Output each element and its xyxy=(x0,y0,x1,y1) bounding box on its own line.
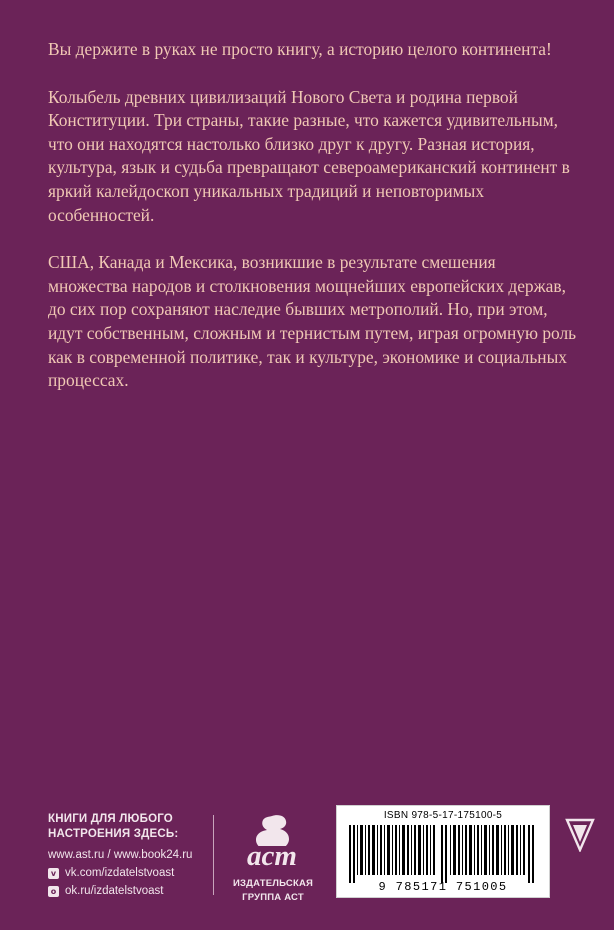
website-links: www.ast.ru / www.book24.ru xyxy=(48,849,193,861)
publisher-caption-1: ИЗДАТЕЛЬСКАЯ xyxy=(232,878,314,889)
description-text xyxy=(48,38,578,417)
footer-divider xyxy=(213,815,214,895)
publisher-logo xyxy=(228,812,318,903)
ast-logo-icon xyxy=(241,812,305,870)
description-paragraph-2: Колыбель древних цивилизаций Нового Света и родина первой Конституции. Три страны, такие разные, что кажется удивительным, что они находятся настолько близко друг к другу. Разная история, культура, язык и судьба превращают североамериканский континент в яркий калейдоскоп уникальных традиций и неповторимых особенностей. xyxy=(48,86,570,225)
barcode-icon xyxy=(347,825,541,883)
v-publisher-icon xyxy=(565,818,595,852)
ok-link: ok.ru/izdatelstvoast xyxy=(65,885,164,897)
publisher-caption-2: ГРУППА АСТ xyxy=(242,892,304,903)
vk-icon: v xyxy=(48,868,59,879)
footer-headline-2: НАСТРОЕНИЯ ЗДЕСЬ: xyxy=(48,828,179,840)
publisher-links xyxy=(48,812,192,900)
description-paragraph-1: Вы держите в руках не просто книгу, а историю целого континента! xyxy=(48,39,552,59)
ok-icon: o xyxy=(48,886,59,897)
vk-link: vk.com/izdatelstvoast xyxy=(65,867,175,879)
barcode-digits: 9 785171 751005 xyxy=(378,880,508,894)
ok-link-row xyxy=(48,882,192,900)
isbn-barcode xyxy=(336,805,550,898)
isbn-text: ISBN 978-5-17-175100-5 xyxy=(383,810,503,821)
ast-logo-text: аст xyxy=(247,840,297,870)
vk-link-row xyxy=(48,864,192,882)
footer-headline-1: КНИГИ ДЛЯ ЛЮБОГО xyxy=(48,813,173,825)
description-paragraph-3: США, Канада и Мексика, возникшие в результате смешения множества народов и столкновения мощнейших европейских держав, до сих пор сохраняют наследие бывших метрополий. Но, при этом, идут собственным, сложным и тернистым путем, играя огромную роль как в современной политике, так и культуре, экономике и социальных процессах. xyxy=(48,252,577,391)
